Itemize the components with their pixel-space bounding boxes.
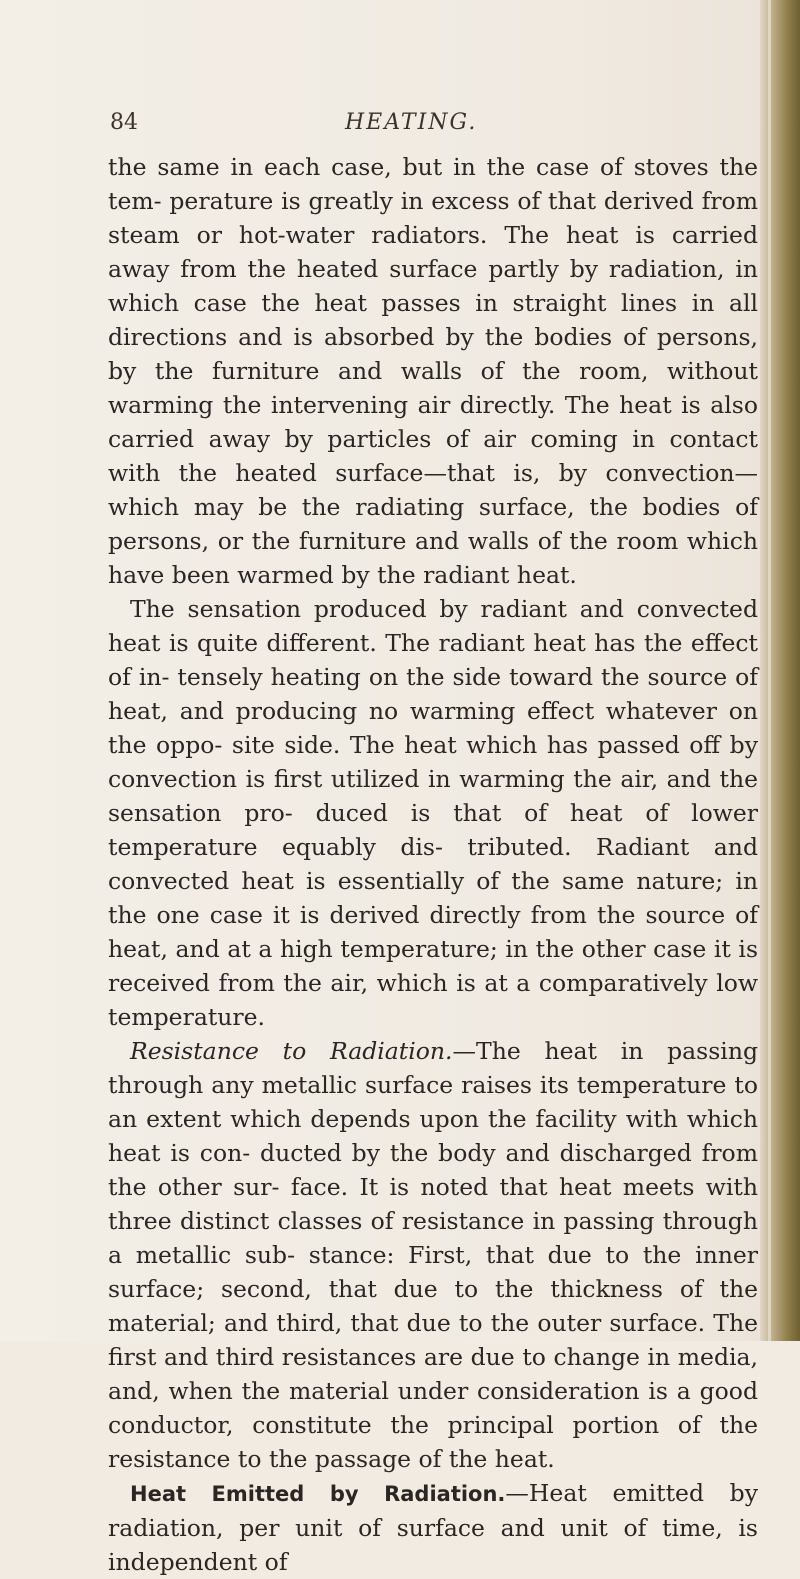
paragraph-4: [108, 1476, 758, 1579]
book-page-edge: [760, 0, 800, 1341]
section-heading-heat-emitted: Heat Emitted by Radiation.: [130, 1482, 506, 1506]
body-text: [108, 150, 758, 1579]
running-head: HEATING.: [345, 110, 478, 135]
paragraph-3-text: —The heat in passing through any metallic surface raises its temperature to an extent which depends upon the facility with which heat is con- ducted by the body and discharged from the other sur- face. It is noted that heat meets with three distinct classes of resistance in passing through a metallic sub- stance: First, that due to the inner surface; second, that due to the thickness of the material; and third, that due to the outer surface. The first and third resistances are due to change in media, and, when the material under consideration is a good conductor, constitute the principal portion of the resistance to the passage of the heat.: [108, 1037, 758, 1473]
paragraph-2: The sensation produced by radiant and convected heat is quite different. The radiant heat has the effect of in- tensely heating on the side toward the source of heat, and producing no warming effect whatever on the oppo- site side. The heat which has passed off by convection is first utilized in warming the air, and the sensation pro- duced is that of heat of lower temperature equably dis- tributed. Radiant and convected heat is essentially of the same nature; in the one case it is derived directly from the source of heat, and at a high temperature; in the other case it is received from the air, which is at a comparatively low temperature.: [108, 595, 758, 1031]
section-heading-resistance: Resistance to Radiation.: [130, 1037, 453, 1065]
page-number: 84: [110, 110, 138, 135]
paragraph-1: the same in each case, but in the case of stoves the tem- perature is greatly in excess of that derived from steam or hot-water radiators. The heat is carried away from the heated surface partly by radiation, in which case the heat passes in straight lines in all directions and is absorbed by the bodies of persons, by the furniture and walls of the room, without warming the intervening air directly. The heat is also carried away by particles of air coming in contact with the heated surface—that is, by convection—which may be the radiating surface, the bodies of persons, or the furniture and walls of the room which have been warmed by the radiant heat.: [108, 153, 758, 589]
paragraph-4-text: —Heat emitted by radiation, per unit of surface and unit of time, is independent of: [108, 1479, 758, 1576]
paragraph-3: [108, 1034, 758, 1476]
page-header: [110, 110, 750, 140]
